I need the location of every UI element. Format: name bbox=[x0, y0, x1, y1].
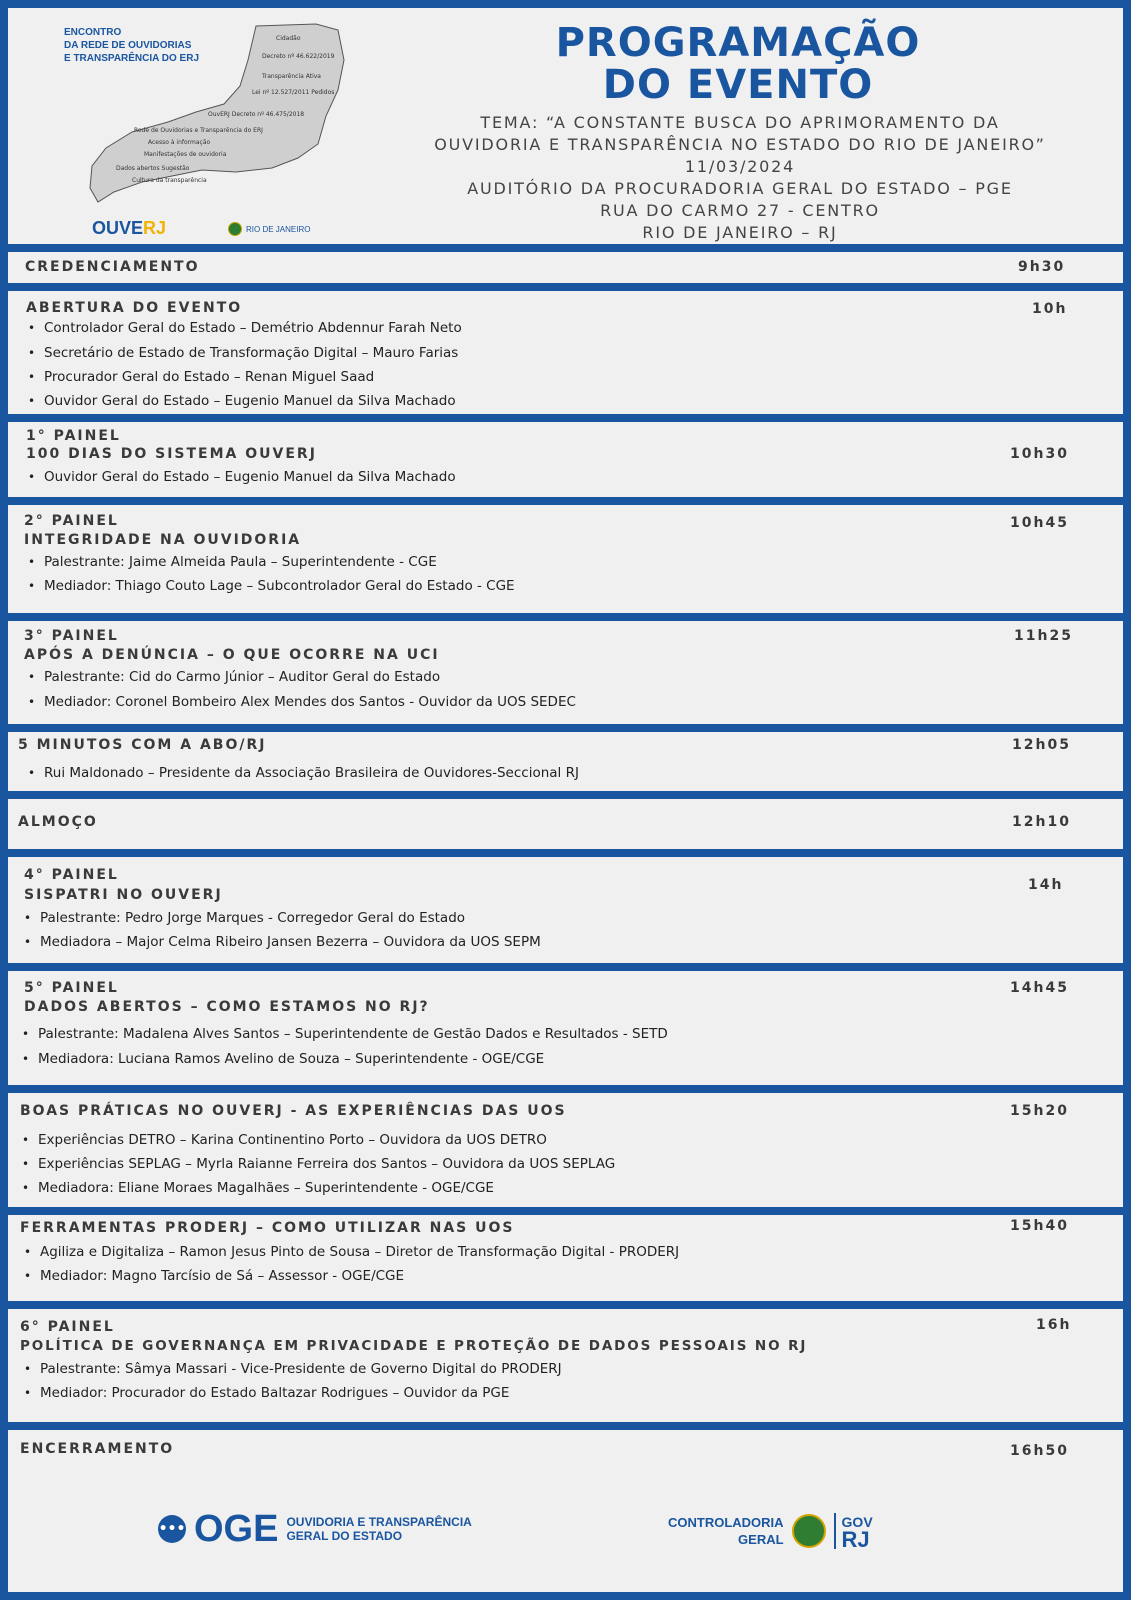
svg-text:Transparência Ativa: Transparência Ativa bbox=[262, 73, 321, 80]
list-item: • Palestrante: Jaime Almeida Paula – Superintendente - CGE bbox=[28, 554, 437, 570]
list-item: • Palestrante: Madalena Alves Santos – Superintendente de Gestão Dados e Resultados - SETD bbox=[22, 1026, 668, 1042]
section-time: 16h50 bbox=[1010, 1443, 1069, 1459]
section-time: 10h bbox=[1032, 301, 1068, 317]
list-item: • Mediadora: Eliane Moraes Magalhães – Superintendente - OGE/CGE bbox=[22, 1180, 494, 1196]
list-item: • Controlador Geral do Estado – Demétrio Abdennur Farah Neto bbox=[28, 320, 462, 336]
section-time: 12h10 bbox=[1012, 814, 1071, 830]
section-title-painel-4: SISPATRI NO OUVERJ bbox=[24, 887, 223, 903]
gov-rj-logo: RIO DE JANEIRO bbox=[228, 222, 310, 236]
svg-text:Cultura da transparência: Cultura da transparência bbox=[132, 177, 207, 184]
list-item: • Secretário de Estado de Transformação Digital – Mauro Farias bbox=[28, 345, 458, 361]
divider bbox=[8, 963, 1123, 971]
gov-rj-mark: GOV RJ bbox=[834, 1513, 873, 1549]
event-date: 11/03/2024 bbox=[684, 157, 796, 176]
section-title-encerramento: ENCERRAMENTO bbox=[20, 1441, 175, 1457]
event-city: RIO DE JANEIRO – RJ bbox=[642, 223, 838, 242]
list-item: • Mediador: Coronel Bombeiro Alex Mendes dos Santos - Ouvidor da UOS SEDEC bbox=[28, 694, 576, 710]
theme-line1: TEMA: “A CONSTANTE BUSCA DO APRIMORAMENTO DA bbox=[480, 113, 1000, 132]
divider bbox=[8, 414, 1123, 422]
section-title-abertura: ABERTURA DO EVENTO bbox=[26, 300, 243, 316]
list-item: • Palestrante: Cid do Carmo Júnior – Auditor Geral do Estado bbox=[28, 669, 440, 685]
section-subtitle: 5° PAINEL bbox=[24, 980, 119, 996]
page-title-line2: DO EVENTO bbox=[602, 62, 874, 108]
section-subtitle: 2° PAINEL bbox=[24, 513, 119, 529]
seal-icon bbox=[228, 222, 242, 236]
list-item: • Rui Maldonado – Presidente da Associação Brasileira de Ouvidores-Seccional RJ bbox=[28, 765, 579, 781]
section-time: 14h45 bbox=[1010, 980, 1069, 996]
section-title-abo: 5 MINUTOS COM A ABO/RJ bbox=[18, 737, 267, 753]
controladoria-logo: CONTROLADORIA GERAL GOV RJ bbox=[668, 1514, 873, 1552]
divider bbox=[8, 849, 1123, 857]
divider bbox=[8, 1207, 1123, 1215]
list-item: • Mediadora – Major Celma Ribeiro Jansen Bezerra – Ouvidora da UOS SEPM bbox=[24, 934, 541, 950]
list-item: • Ouvidor Geral do Estado – Eugenio Manuel da Silva Machado bbox=[28, 393, 456, 409]
section-time: 15h40 bbox=[1010, 1218, 1069, 1234]
event-venue: AUDITÓRIO DA PROCURADORIA GERAL DO ESTADO – PGE bbox=[467, 179, 1013, 198]
chat-bubble-icon: ••• bbox=[158, 1515, 186, 1543]
event-street: RUA DO CARMO 27 - CENTRO bbox=[600, 201, 880, 220]
divider bbox=[8, 497, 1123, 505]
section-time: 12h05 bbox=[1012, 737, 1071, 753]
svg-text:Dados abertos Sugestão: Dados abertos Sugestão bbox=[116, 165, 190, 172]
svg-text:Decreto nº 46.622/2019: Decreto nº 46.622/2019 bbox=[262, 53, 335, 60]
section-title-almoco: ALMOÇO bbox=[18, 814, 98, 830]
list-item: • Experiências SEPLAG – Myrla Raianne Ferreira dos Santos – Ouvidora da UOS SEPLAG bbox=[22, 1156, 615, 1172]
svg-text:Manifestações de ouvidoria: Manifestações de ouvidoria bbox=[144, 151, 227, 158]
section-time: 15h20 bbox=[1010, 1103, 1069, 1119]
theme-line2: OUVIDORIA E TRANSPARÊNCIA NO ESTADO DO RIO DE JANEIRO” bbox=[434, 135, 1046, 154]
divider bbox=[8, 1085, 1123, 1093]
svg-text:Cidadão: Cidadão bbox=[276, 35, 301, 42]
list-item: • Palestrante: Sâmya Massari - Vice-Presidente de Governo Digital do PRODERJ bbox=[24, 1361, 562, 1377]
section-subtitle: 6° PAINEL bbox=[20, 1319, 115, 1335]
list-item: • Mediadora: Luciana Ramos Avelino de Souza – Superintendente - OGE/CGE bbox=[22, 1051, 544, 1067]
svg-text:OuvERJ Decreto nº 46.475/2018: OuvERJ Decreto nº 46.475/2018 bbox=[208, 111, 305, 118]
list-item: • Mediador: Thiago Couto Lage – Subcontrolador Geral do Estado - CGE bbox=[28, 578, 515, 594]
section-title-painel-2: INTEGRIDADE NA OUVIDORIA bbox=[24, 532, 302, 548]
section-time: 16h bbox=[1036, 1317, 1072, 1333]
section-title-painel-1: 100 DIAS DO SISTEMA OUVERJ bbox=[26, 446, 317, 462]
section-title-ferramentas: FERRAMENTAS PRODERJ – COMO UTILIZAR NAS UOS bbox=[20, 1220, 515, 1236]
svg-text:Rede de Ouvidorias e Transparê: Rede de Ouvidorias e Transparência do ERJ bbox=[134, 127, 263, 134]
list-item: • Experiências DETRO – Karina Continentino Porto – Ouvidora da UOS DETRO bbox=[22, 1132, 547, 1148]
state-seal-icon bbox=[792, 1514, 826, 1548]
section-time: 14h bbox=[1028, 877, 1064, 893]
divider bbox=[8, 244, 1123, 252]
oge-logo: ••• OGE OUVIDORIA E TRANSPARÊNCIA GERAL DO ESTADO bbox=[158, 1508, 472, 1550]
divider bbox=[8, 1301, 1123, 1309]
section-time: 10h45 bbox=[1010, 515, 1069, 531]
section-subtitle: 4° PAINEL bbox=[24, 867, 119, 883]
divider bbox=[8, 724, 1123, 732]
section-title-painel-5: DADOS ABERTOS – COMO ESTAMOS NO RJ? bbox=[24, 999, 430, 1015]
divider bbox=[8, 613, 1123, 621]
list-item: • Mediador: Procurador do Estado Baltazar Rodrigues – Ouvidor da PGE bbox=[24, 1385, 509, 1401]
list-item: • Ouvidor Geral do Estado – Eugenio Manuel da Silva Machado bbox=[28, 469, 456, 485]
section-title-painel-3: APÓS A DENÚNCIA – O QUE OCORRE NA UCI bbox=[24, 647, 440, 663]
header bbox=[8, 8, 1123, 248]
section-time: 11h25 bbox=[1014, 628, 1073, 644]
section-title-boas-praticas: BOAS PRÁTICAS NO OUVERJ - AS EXPERIÊNCIAS DAS UOS bbox=[20, 1103, 567, 1119]
page-title: PROGRAMAÇÃO bbox=[555, 20, 921, 66]
svg-text:Acesso à informação: Acesso à informação bbox=[148, 139, 211, 146]
list-item: • Agiliza e Digitaliza – Ramon Jesus Pinto de Sousa – Diretor de Transformação Digital - PRODERJ bbox=[24, 1244, 679, 1260]
divider bbox=[8, 1422, 1123, 1430]
event-logo-title: ENCONTRO DA REDE DE OUVIDORIAS E TRANSPARÊNCIA DO ERJ bbox=[64, 27, 200, 64]
list-item: • Procurador Geral do Estado – Renan Miguel Saad bbox=[28, 369, 374, 385]
list-item: • Palestrante: Pedro Jorge Marques - Corregedor Geral do Estado bbox=[24, 910, 465, 926]
divider bbox=[8, 791, 1123, 799]
section-time: 9h30 bbox=[1018, 259, 1066, 275]
divider bbox=[8, 283, 1123, 291]
svg-text:Lei nº 12.527/2011 Pedidos: Lei nº 12.527/2011 Pedidos bbox=[252, 89, 335, 96]
program-page bbox=[8, 8, 1123, 1592]
list-item: • Mediador: Magno Tarcísio de Sá – Assessor - OGE/CGE bbox=[24, 1268, 404, 1284]
ouverj-logo: OUVERJ bbox=[92, 218, 167, 238]
section-subtitle: 3° PAINEL bbox=[24, 628, 119, 644]
section-subtitle: 1° PAINEL bbox=[26, 428, 121, 444]
section-title-credenciamento: CREDENCIAMENTO bbox=[25, 259, 200, 275]
section-time: 10h30 bbox=[1010, 446, 1069, 462]
section-title-painel-6: POLÍTICA DE GOVERNANÇA EM PRIVACIDADE E PROTEÇÃO DE DADOS PESSOAIS NO RJ bbox=[20, 1338, 808, 1354]
